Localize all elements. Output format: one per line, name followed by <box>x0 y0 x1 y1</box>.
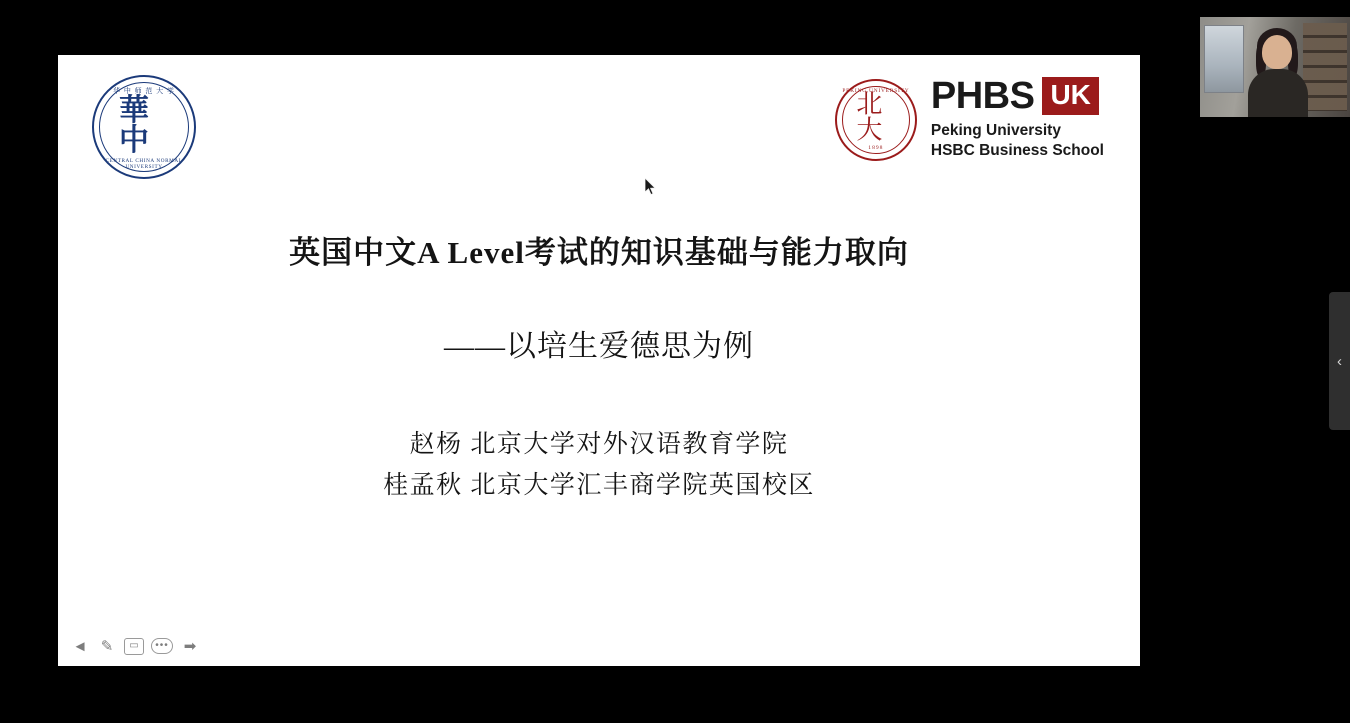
phbs-uk-badge: UK <box>1042 77 1098 115</box>
phbs-logo-lockup <box>835 77 1104 161</box>
phbs-wordmark-row <box>931 77 1104 115</box>
pen-annotate-icon[interactable]: ✎ <box>100 637 114 655</box>
video-background-window <box>1204 25 1244 93</box>
ccnu-logo-arc-text: CENTRAL CHINA NORMAL UNIVERSITY <box>105 158 183 170</box>
slide-author-line-2: 桂孟秋 北京大学汇丰商学院英国校区 <box>383 471 815 499</box>
slide-author-line-1: 赵杨 北京大学对外汉语教育学院 <box>409 431 789 458</box>
panel-collapse-handle[interactable] <box>1329 292 1350 430</box>
participant-video-tile[interactable] <box>1200 17 1350 117</box>
participant-body <box>1248 69 1308 117</box>
previous-slide-icon[interactable]: ◄ <box>72 637 88 655</box>
ccnu-logo-mark: 華中 <box>119 93 149 157</box>
pku-seal-mark: 北大 <box>856 89 883 145</box>
pku-seal-year: 1898 <box>868 145 884 151</box>
phbs-text-block <box>931 77 1104 161</box>
presentation-slide[interactable] <box>58 55 1140 666</box>
ccnu-logo-top-text: 华 中 师 范 大 学 <box>113 87 175 95</box>
slide-presenter-toolbar[interactable] <box>64 632 206 660</box>
chevron-left-icon[interactable]: ‹ <box>1337 352 1342 370</box>
phbs-subtitle-line1: Peking University <box>930 122 1061 139</box>
video-background-bookshelf <box>1303 23 1347 111</box>
phbs-wordmark: PHBS <box>930 75 1035 117</box>
slide-view-icon[interactable]: ▭ <box>124 638 144 655</box>
more-options-icon[interactable]: ••• <box>151 638 173 654</box>
ccnu-logo <box>92 75 196 179</box>
pku-seal-top-text: PEKING UNIVERSITY <box>842 88 910 94</box>
slide-authors <box>58 425 1140 506</box>
next-slide-icon[interactable]: ➡ <box>183 637 197 655</box>
phbs-subtitle-line2: HSBC Business School <box>930 141 1104 159</box>
pku-seal-icon <box>835 79 917 161</box>
slide-subtitle: ——以培生爱德思为例 <box>444 330 754 363</box>
participant-face <box>1262 35 1292 69</box>
slide-title: 英国中文A Level考试的知识基础与能力取向 <box>289 235 909 270</box>
